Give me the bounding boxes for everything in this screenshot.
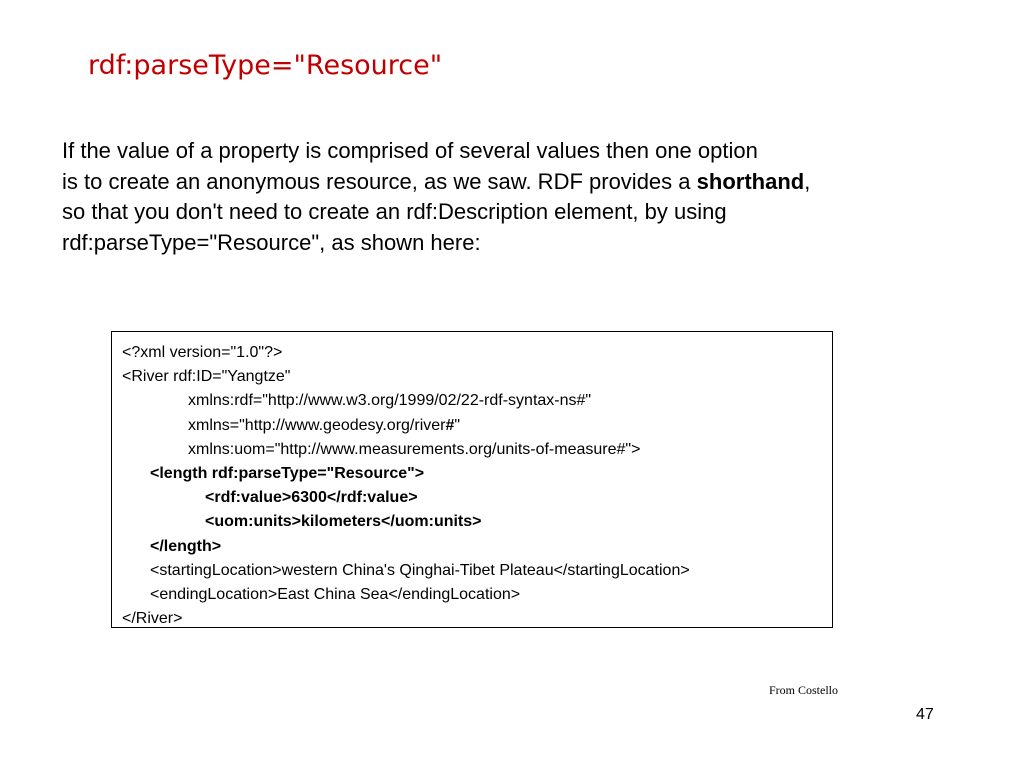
code-line-river-open: <River rdf:ID="Yangtze"	[122, 368, 291, 386]
code-line-ending-location: <endingLocation>East China Sea</endingLocation>	[150, 585, 521, 603]
code-line-length-open: <length rdf:parseType="Resource">	[150, 464, 425, 482]
slide-title: rdf:parseType="Resource"	[88, 50, 443, 81]
code-line-uom-units: <uom:units>kilometers</uom:units>	[205, 513, 482, 531]
code-line-xmlns-uom: xmlns:uom="http://www.measurements.org/units-of-measure#">	[188, 440, 641, 458]
code-line-xml-declaration: <?xml version="1.0"?>	[122, 344, 283, 361]
code-line-starting-location: <startingLocation>western China's Qinghai-Tibet Plateau</startingLocation>	[150, 561, 690, 579]
code-line-length-close: </length>	[150, 537, 222, 555]
xml-code-box	[111, 331, 833, 628]
code-line-rdf-value: <rdf:value>6300</rdf:value>	[205, 489, 418, 507]
shorthand-emphasis: shorthand	[696, 168, 805, 194]
intro-line-3: so that you don't need to create an rdf:Description element, by using	[62, 199, 727, 224]
intro-line-2-text: is to create an anonymous resource, as we saw. RDF provides a	[62, 168, 697, 194]
intro-line-1: If the value of a property is comprised of several values then one option	[62, 138, 758, 163]
xmlns-river-text: xmlns="http://www.geodesy.org/river	[188, 416, 446, 434]
page-number: 47	[916, 706, 934, 723]
intro-paragraph	[62, 136, 962, 258]
intro-line-4: rdf:parseType="Resource", as shown here:	[62, 229, 481, 255]
source-attribution: From Costello	[769, 683, 839, 697]
intro-line-2	[62, 167, 962, 198]
code-line-river-close: </River>	[122, 610, 183, 628]
code-line-xmlns-river	[122, 414, 832, 438]
xmlns-river-hash: #	[445, 416, 455, 434]
code-line-xmlns-rdf: xmlns:rdf="http://www.w3.org/1999/02/22-rdf-syntax-ns#"	[188, 392, 592, 410]
intro-line-2-comma: ,	[804, 168, 811, 194]
xmlns-river-quote: "	[454, 416, 461, 434]
